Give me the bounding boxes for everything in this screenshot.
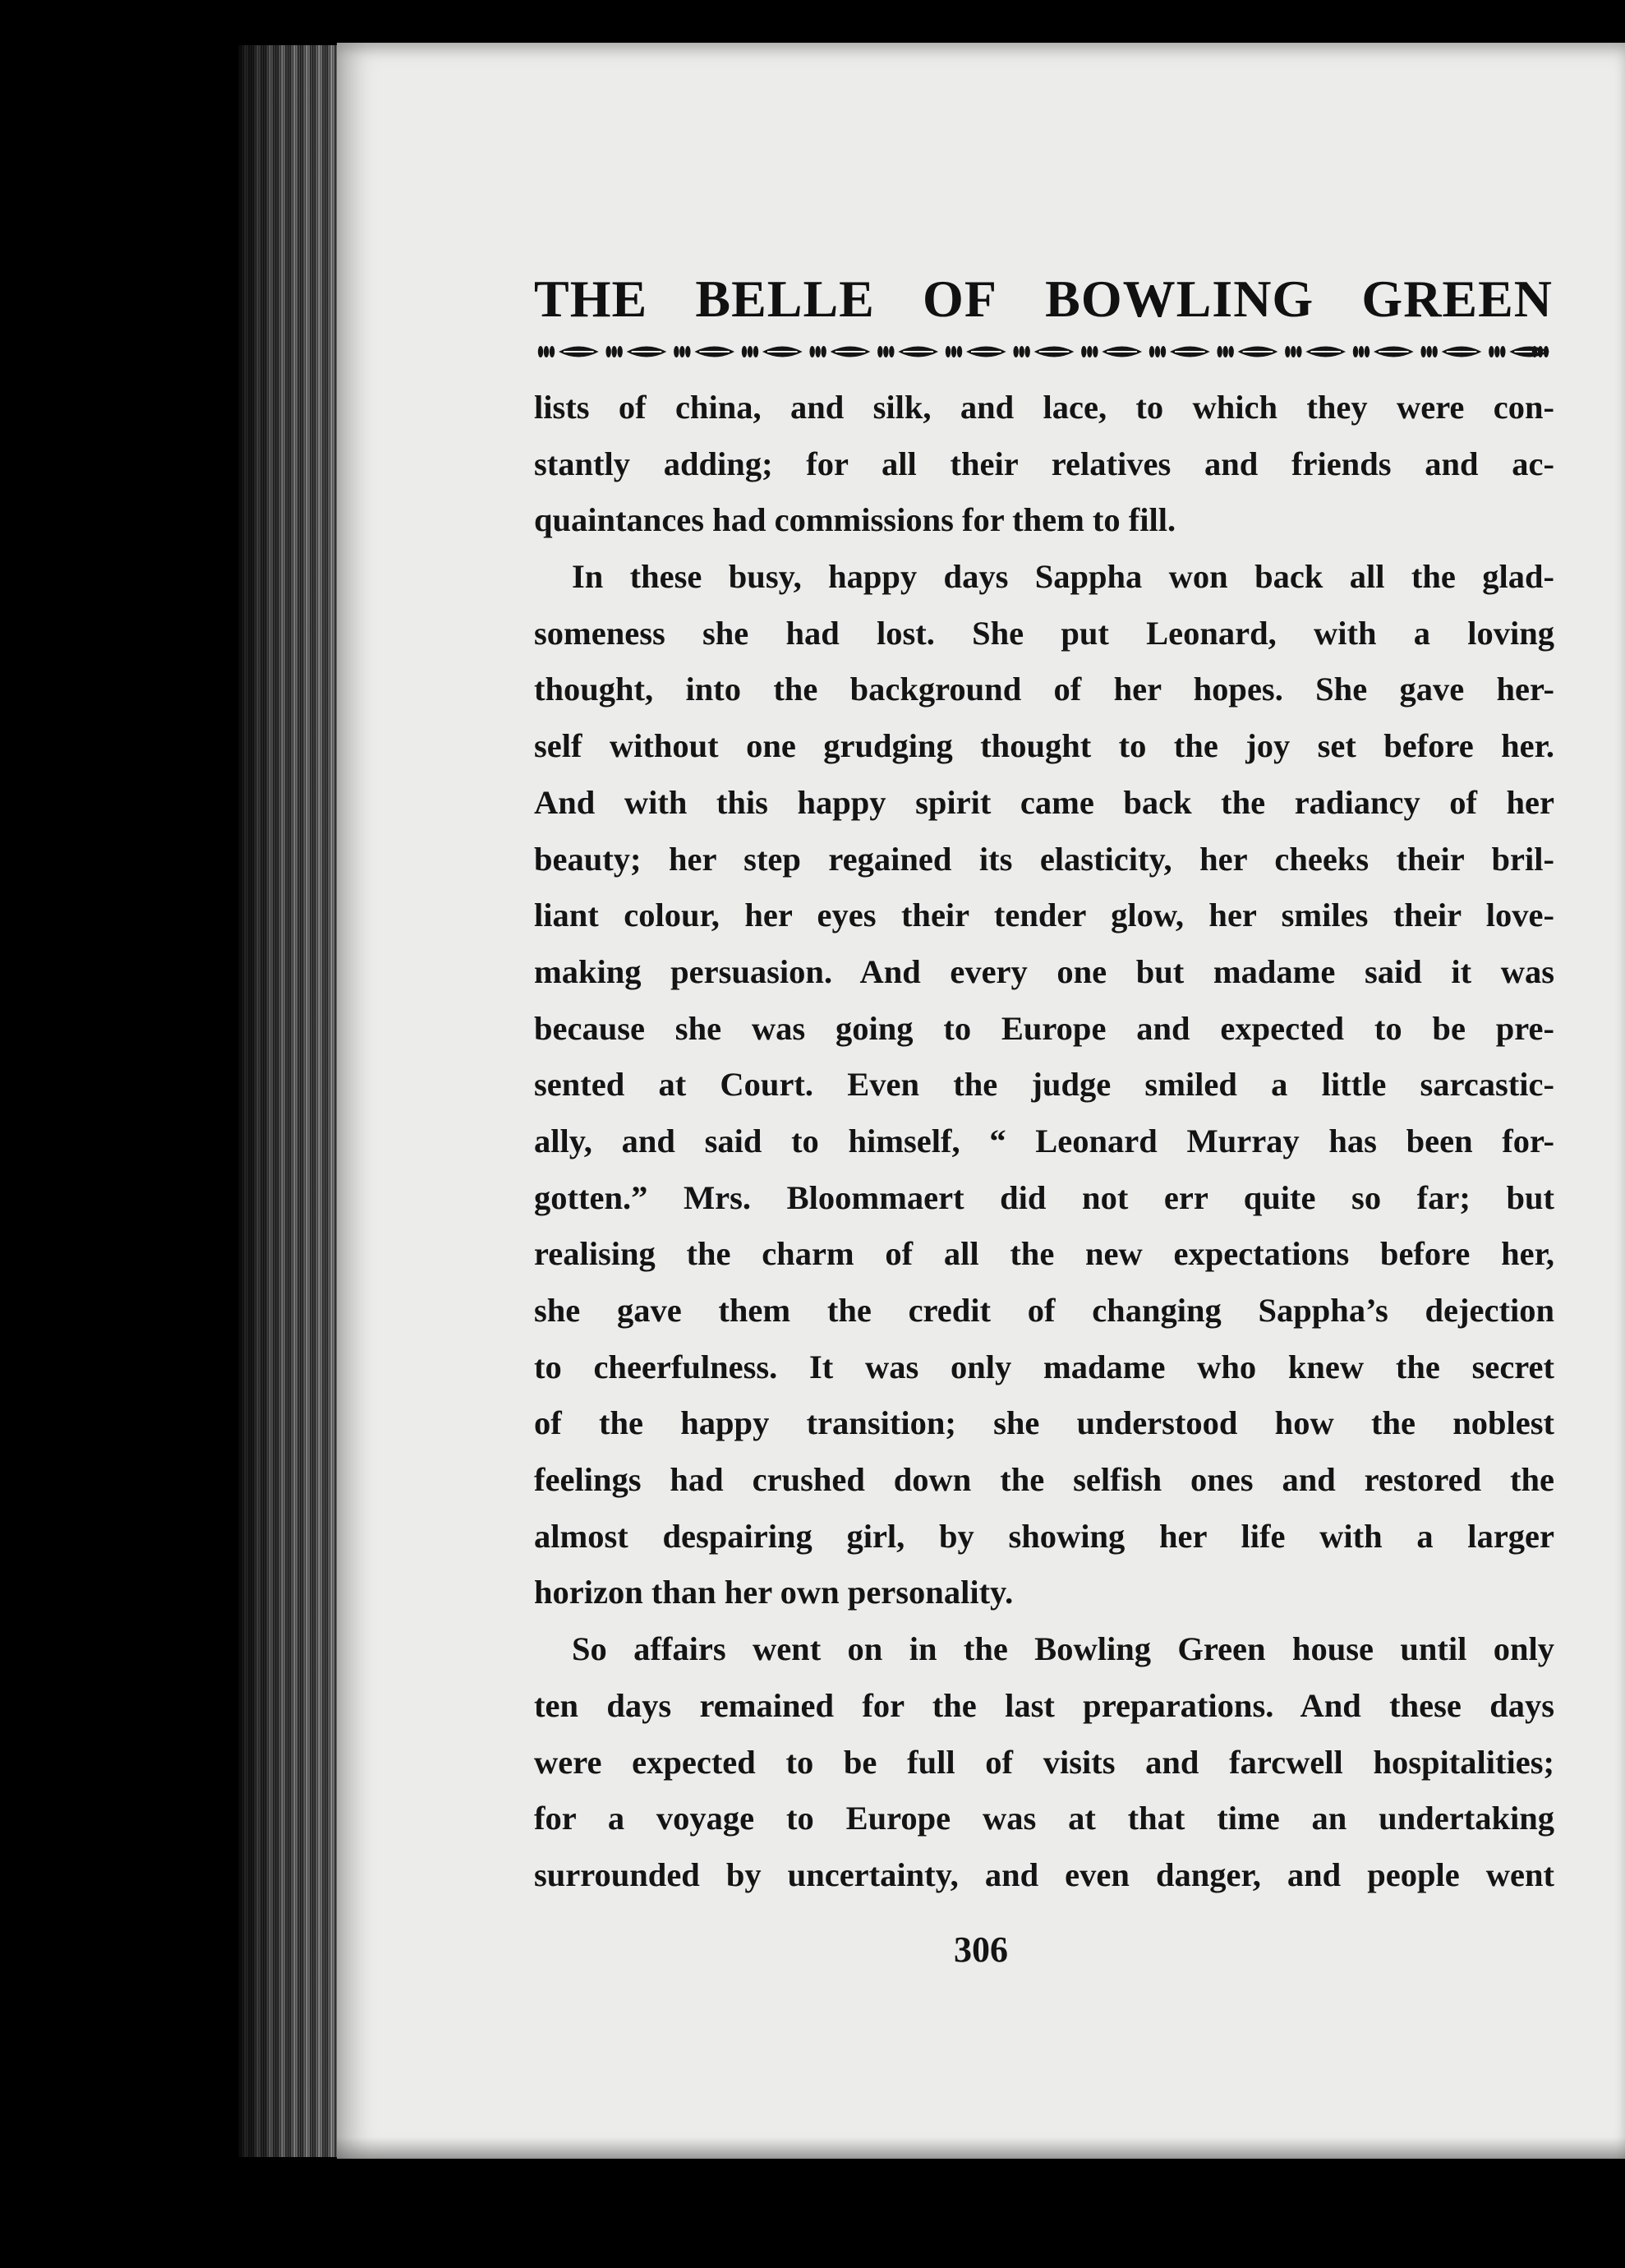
ornament-bead — [1285, 346, 1290, 357]
running-head-word: BELLE — [695, 270, 875, 328]
ornament-bead — [1217, 346, 1222, 357]
ornament-bead — [538, 346, 543, 357]
running-head-word: GREEN — [1361, 270, 1553, 328]
ornament-bead — [753, 346, 758, 357]
ornament-bead — [815, 346, 820, 357]
page-edges-shadow — [238, 45, 353, 2157]
text-line: almost despairing girl, by showing her life with a larger — [534, 1517, 1554, 1555]
ornament-bead — [1019, 346, 1024, 357]
text-line: ten days remained for the last preparations. And these days — [534, 1686, 1554, 1724]
text-line: So affairs went on in the Bowling Green house until only — [572, 1630, 1554, 1668]
ornament-bead — [1024, 346, 1029, 357]
ornament-bead — [611, 346, 616, 357]
ornament-bead — [1489, 346, 1494, 357]
text-line: beauty; her step regained its elasticity, her cheeks their bril- — [534, 840, 1554, 878]
text-line: were expected to be full of visits and farcwell hospitalities; — [534, 1743, 1554, 1781]
text-line: making persuasion. And every one but madame said it was — [534, 952, 1554, 990]
text-line: self without one grudging thought to the joy set before her. — [534, 727, 1554, 765]
text-line: stantly adding; for all their relatives and friends and ac- — [534, 445, 1554, 482]
ornament-bead — [679, 346, 684, 357]
ornament-bead — [889, 346, 894, 357]
ornament-bead — [748, 346, 753, 357]
ornament-bead — [1087, 346, 1092, 357]
ornament-bead — [951, 346, 956, 357]
text-line: thought, into the background of her hopes. She gave her- — [534, 671, 1554, 708]
text-line: feelings had crushed down the selfish ones and restored the — [534, 1461, 1554, 1499]
ornament-bead — [1538, 346, 1543, 357]
text-line: for a voyage to Europe was at that time an undertaking — [534, 1800, 1554, 1837]
ornament-bead — [1494, 346, 1499, 357]
text-line: quaintances had commissions for them to fill. — [534, 501, 1176, 539]
ornament-bead — [685, 346, 690, 357]
running-head — [534, 269, 1553, 330]
text-line: liant colour, her eyes their tender glow, her smiles their love- — [534, 897, 1554, 934]
text-line: lists of china, and silk, and lace, to which they were con- — [534, 389, 1554, 426]
ornament-bead — [1081, 346, 1086, 357]
ornament-bead — [1365, 346, 1370, 357]
ornament-bead — [1161, 346, 1166, 357]
text-line: because she was going to Europe and expected to be pre- — [534, 1009, 1554, 1047]
ornament-bead — [877, 346, 882, 357]
book-page — [337, 43, 1625, 2159]
ornament-bead — [821, 346, 826, 357]
text-line: In these busy, happy days Sappha won back all the glad- — [572, 558, 1554, 596]
running-head-word: BOWLING — [1045, 270, 1314, 328]
ornament-bead — [1228, 346, 1233, 357]
text-line: horizon than her own personality. — [534, 1574, 1014, 1611]
ornament-bead — [1353, 346, 1358, 357]
text-line: of the happy transition; she understood how the noblest — [534, 1404, 1554, 1442]
text-line: gotten.” Mrs. Bloommaert did not err quite so far; but — [534, 1178, 1554, 1216]
ornament-bead — [544, 346, 549, 357]
ornament-bead — [809, 346, 814, 357]
ornament-bead — [1093, 346, 1098, 357]
text-line: she gave them the credit of changing Sappha’s dejection — [534, 1292, 1554, 1329]
ornament-bead — [742, 346, 747, 357]
ornament-bead — [1544, 346, 1549, 357]
ornament-bead — [1500, 346, 1505, 357]
text-line: surrounded by uncertainty, and even danger, and people went — [534, 1855, 1554, 1893]
ornament-bead — [617, 346, 622, 357]
ornament-bead — [1222, 346, 1227, 357]
page-number: 306 — [954, 1929, 1008, 1970]
ornament-bead — [1013, 346, 1018, 357]
text-line: And with this happy spirit came back the radiancy of her — [534, 783, 1554, 821]
ornament-bead — [883, 346, 888, 357]
ornament-bead — [1359, 346, 1364, 357]
ornament-bead — [605, 346, 610, 357]
body-text — [534, 380, 1554, 1904]
ornament-bead — [1291, 346, 1296, 357]
ornament-bead — [1149, 346, 1154, 357]
ornament-bead — [946, 346, 951, 357]
ornament-bead — [1420, 346, 1425, 357]
text-line: sented at Court. Even the judge smiled a little sarcastic- — [534, 1066, 1554, 1104]
ornament-bead — [1432, 346, 1437, 357]
text-line: realising the charm of all the new expectations before her, — [534, 1235, 1554, 1273]
running-head-word: THE — [534, 270, 648, 328]
text-line: to cheerfulness. It was only madame who knew the secret — [534, 1348, 1554, 1385]
decorative-rule — [534, 340, 1553, 363]
text-line: someness she had lost. She put Leonard, with a loving — [534, 614, 1554, 652]
ornament-bead — [1155, 346, 1160, 357]
ornament-bead — [1532, 346, 1537, 357]
running-head-word: OF — [923, 270, 997, 328]
ornament-bead — [1296, 346, 1301, 357]
text-line: ally, and said to himself, “ Leonard Murray has been for- — [534, 1122, 1554, 1159]
ornament-bead — [1426, 346, 1431, 357]
ornament-bead — [957, 346, 962, 357]
ornament-bead — [674, 346, 679, 357]
ornament-bead — [550, 346, 555, 357]
